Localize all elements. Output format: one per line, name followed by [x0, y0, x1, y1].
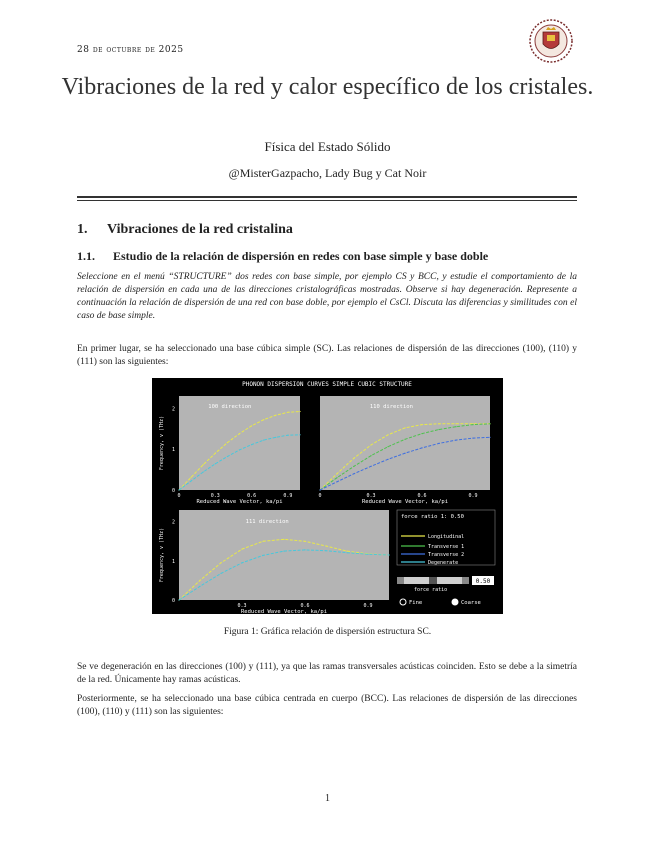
data-point-100-longitudinal-2 [203, 464, 204, 465]
panel-title-100: 100 direction [208, 404, 252, 410]
y-tick-label-100: 0 [171, 488, 175, 494]
x-tick-label-110: 0 [318, 493, 322, 499]
radio-fine[interactable] [400, 599, 406, 605]
document-title: Vibraciones de la red y calor específico de los cristales. [61, 74, 594, 100]
slider-label: force ratio [414, 587, 448, 593]
data-point-111-degenerate-10 [388, 554, 389, 555]
data-point-111-degenerate-8 [346, 552, 347, 553]
data-point-111-longitudinal-6 [304, 541, 305, 542]
y-axis-label-100: Frequency, v (THz) [159, 415, 165, 471]
panel-title-110: 110 direction [369, 404, 413, 410]
title-rule-thin [77, 200, 577, 201]
data-point-110-longitudinal-7 [438, 423, 439, 424]
x-tick-label-111: 0.6 [300, 603, 310, 609]
y-tick-label-111: 1 [171, 558, 175, 565]
slider-left-arrow-icon[interactable] [397, 577, 404, 584]
subsection-number: 1.1. [77, 249, 95, 263]
y-tick-label-100: 2 [171, 406, 175, 413]
document-subtitle: Física del Estado Sólido [264, 139, 391, 154]
data-point-110-longitudinal-8 [455, 423, 456, 424]
data-point-110-longitudinal-6 [421, 424, 422, 425]
data-point-111-degenerate-0 [178, 599, 179, 600]
data-point-100-degenerate-5 [239, 449, 240, 450]
data-point-111-degenerate-2 [220, 573, 221, 574]
data-point-100-longitudinal-10 [299, 411, 300, 412]
data-point-100-degenerate-8 [275, 437, 276, 438]
degeneracy-paragraph: Se ve degeneración en las direcciones (100) y (111), ya que las ramas transversales acústicas coinciden. Esto se debe a la simetría de la red. Únicamente hay ramas acústicas. [77, 662, 577, 685]
data-point-110-transverse1-1 [336, 477, 337, 478]
subsection-title: Estudio de la relación de dispersión en redes con base simple y base doble [113, 249, 489, 263]
legend-title: force ratio 1: 0.50 [401, 514, 464, 520]
data-point-110-transverse2-2 [353, 473, 354, 474]
document-date: 28 de octubre de 2025 [77, 45, 184, 55]
x-tick-label-110: 0.3 [366, 493, 376, 499]
data-point-110-transverse2-5 [404, 453, 405, 454]
legend-label-degenerate: Degenerate [428, 560, 459, 566]
data-point-110-transverse1-2 [353, 466, 354, 467]
x-tick-label-111: 0.3 [237, 603, 247, 609]
data-point-100-degenerate-7 [263, 440, 264, 441]
x-tick-label-100: 0.3 [210, 493, 220, 499]
data-point-110-transverse2-3 [370, 466, 371, 467]
data-point-110-transverse2-0 [319, 489, 320, 490]
data-point-110-transverse2-8 [455, 440, 456, 441]
data-point-110-longitudinal-1 [336, 473, 337, 474]
dispersion-figure [152, 378, 503, 614]
x-tick-label-111: 0.9 [363, 603, 373, 609]
dispersion-chart [152, 378, 503, 614]
panel-title-111: 111 direction [245, 519, 289, 525]
slider-thumb[interactable] [429, 577, 437, 584]
y-tick-label-111: 0 [171, 598, 175, 604]
data-point-100-longitudinal-5 [239, 433, 240, 434]
data-point-100-longitudinal-6 [251, 425, 252, 426]
data-point-110-transverse1-5 [404, 439, 405, 440]
data-point-110-transverse2-1 [336, 481, 337, 482]
document-authors: @MisterGazpacho, Lady Bug y Cat Noir [228, 166, 427, 180]
data-point-100-degenerate-6 [251, 444, 252, 445]
x-tick-label-100: 0.9 [283, 493, 293, 499]
intro-bcc-paragraph: Posteriormente, se ha seleccionado una base cúbica centrada en cuerpo (BCC). Las relaciones de dispersión de las direcciones (100), (110) y (111) son las siguientes: [77, 694, 577, 717]
x-tick-label-110: 0.9 [468, 493, 478, 499]
y-tick-label-100: 1 [171, 447, 175, 454]
x-axis-label-110: Reduced Wave Vector, ka/pi [361, 499, 449, 505]
title-rule-thick [77, 196, 577, 198]
data-point-110-longitudinal-2 [353, 458, 354, 459]
data-point-100-longitudinal-4 [227, 442, 228, 443]
data-point-110-transverse2-4 [387, 459, 388, 460]
data-point-100-longitudinal-3 [215, 453, 216, 454]
data-point-111-longitudinal-1 [199, 580, 200, 581]
data-point-111-degenerate-1 [199, 586, 200, 587]
data-point-110-transverse2-7 [438, 443, 439, 444]
task-paragraph: Seleccione en el menú “STRUCTURE” dos redes con base simple, por ejemplo CS y BCC, y estudie el comportamiento de la relación de dispersión en cada una de las direcciones cristalográficas mostradas. Observe si hay degeneración. Represente a continuación la relación de dispersión de una red con base doble, por ejemplo el CsCl. Discuta las diferencias y similitudes con el caso de base simple. [77, 272, 577, 321]
x-axis-label-100: Reduced Wave Vector, ka/pi [196, 499, 283, 505]
data-point-111-longitudinal-7 [325, 545, 326, 546]
data-point-111-longitudinal-8 [346, 551, 347, 552]
data-point-111-degenerate-5 [283, 551, 284, 552]
data-point-111-longitudinal-5 [283, 539, 284, 540]
section-heading [77, 222, 293, 238]
data-point-110-longitudinal-3 [370, 444, 371, 445]
data-point-110-longitudinal-5 [404, 427, 405, 428]
y-axis-label-111: Frequency, v (THz) [159, 527, 165, 583]
x-tick-label-100: 0 [177, 493, 181, 499]
radio-coarse[interactable] [452, 599, 458, 605]
section-title: Vibraciones de la red cristalina [107, 222, 293, 237]
data-point-111-degenerate-9 [367, 554, 368, 555]
subsection-heading [77, 249, 488, 264]
data-point-110-transverse1-6 [421, 433, 422, 434]
data-point-100-degenerate-2 [203, 471, 204, 472]
figure-caption: Figura 1: Gráfica relación de dispersión estructura SC. [223, 627, 432, 637]
x-tick-label-100: 0.6 [247, 493, 257, 499]
data-point-100-degenerate-3 [215, 463, 216, 464]
data-point-100-longitudinal-7 [263, 419, 264, 420]
figure-header: PHONON DISPERSION CURVES SIMPLE CUBIC STRUCTURE [242, 381, 412, 388]
data-point-110-transverse1-7 [438, 429, 439, 430]
x-axis-label-111: Reduced Wave Vector, ka/pi [240, 609, 328, 614]
data-point-100-degenerate-4 [227, 456, 228, 457]
slider-right-arrow-icon[interactable] [462, 577, 469, 584]
section-number: 1. [77, 222, 88, 237]
data-point-110-transverse1-8 [455, 426, 456, 427]
data-point-111-degenerate-7 [325, 550, 326, 551]
data-point-100-degenerate-0 [178, 489, 179, 490]
university-seal-icon [528, 18, 574, 64]
legend-label-transverse1: Transverse 1 [428, 544, 465, 550]
page-number: 1 [325, 793, 330, 804]
data-point-100-longitudinal-1 [191, 477, 192, 478]
radio-fine-label: Fine [409, 600, 423, 606]
data-point-110-transverse1-10 [489, 423, 490, 424]
x-tick-label-110: 0.6 [417, 493, 427, 499]
data-point-110-transverse1-4 [387, 446, 388, 447]
data-point-111-longitudinal-3 [241, 549, 242, 550]
data-point-100-degenerate-1 [191, 480, 192, 481]
y-tick-label-111: 2 [171, 519, 175, 526]
data-point-110-transverse2-9 [472, 438, 473, 439]
data-point-100-degenerate-9 [287, 435, 288, 436]
data-point-111-degenerate-4 [262, 555, 263, 556]
data-point-110-transverse2-10 [489, 437, 490, 438]
data-point-111-degenerate-3 [241, 562, 242, 563]
data-point-110-transverse1-9 [472, 424, 473, 425]
intro-sc-paragraph: En primer lugar, se ha seleccionado una base cúbica simple (SC). Las relaciones de dispersión de las direcciones (100), (110) y (111) son las siguientes: [77, 344, 577, 367]
data-point-110-transverse1-3 [370, 455, 371, 456]
data-point-110-transverse2-6 [421, 447, 422, 448]
data-point-111-longitudinal-2 [220, 562, 221, 563]
data-point-100-longitudinal-8 [275, 415, 276, 416]
radio-coarse-label: Coarse [461, 600, 481, 606]
legend-label-longitudinal: Longitudinal [428, 534, 465, 540]
panel-110-background [320, 396, 490, 490]
data-point-110-longitudinal-4 [387, 434, 388, 435]
data-point-111-longitudinal-4 [262, 541, 263, 542]
legend-label-transverse2: Transverse 2 [428, 552, 465, 558]
data-point-100-longitudinal-9 [287, 412, 288, 413]
data-point-100-degenerate-10 [299, 434, 300, 435]
data-point-111-degenerate-6 [304, 549, 305, 550]
slider-value: 0.50 [475, 578, 491, 585]
